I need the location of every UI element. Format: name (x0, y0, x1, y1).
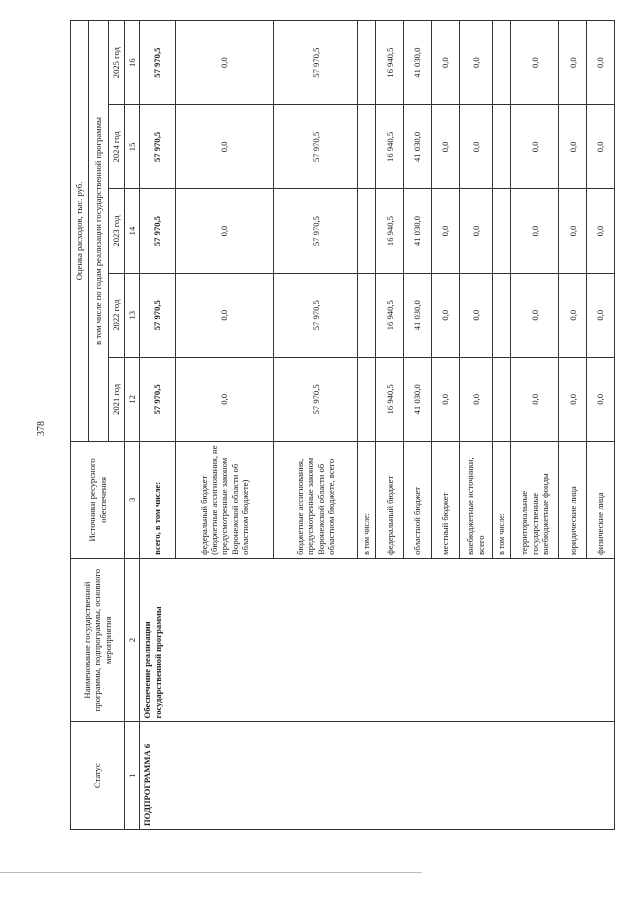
value-cell: 0,0 (559, 189, 587, 273)
value-cell: 41 030,0 (404, 357, 432, 441)
budget-table (70, 20, 615, 830)
value-cell: 0,0 (432, 21, 460, 105)
value-cell: 57 970,5 (140, 189, 175, 273)
value-cell: 0,0 (511, 105, 559, 189)
value-cell: 41 030,0 (404, 273, 432, 357)
col-number: 14 (125, 189, 140, 273)
col-number: 12 (125, 357, 140, 441)
value-cell: 41 030,0 (404, 189, 432, 273)
value-cell: 0,0 (459, 105, 492, 189)
value-cell: 0,0 (511, 21, 559, 105)
source-cell: местный бюджет (432, 441, 460, 558)
value-cell: 57 970,5 (274, 273, 358, 357)
header-year-2025: 2025 год (109, 21, 125, 105)
source-cell: всего, в том числе: (140, 441, 175, 558)
value-cell: 0,0 (175, 21, 274, 105)
header-year-2024: 2024 год (109, 105, 125, 189)
source-cell: бюджетные ассигнования, предусмотренные законом Воронежской области об областном бюджете, всего (274, 441, 358, 558)
col-number: 2 (125, 558, 140, 722)
value-cell: 0,0 (175, 273, 274, 357)
value-cell: 0,0 (587, 273, 615, 357)
source-cell: областной бюджет (404, 441, 432, 558)
value-cell (492, 189, 510, 273)
value-cell: 0,0 (559, 21, 587, 105)
header-status: Статус (71, 722, 125, 830)
source-cell: федеральный бюджет (376, 441, 404, 558)
value-cell: 0,0 (175, 105, 274, 189)
col-number: 3 (125, 441, 140, 558)
value-cell (357, 21, 375, 105)
value-cell: 0,0 (511, 357, 559, 441)
header-name: Наименование государственной программы, подпрограммы, основного мероприятия (71, 558, 125, 722)
source-cell: территориальные государственные внебюджетные фонды (511, 441, 559, 558)
value-cell: 0,0 (175, 189, 274, 273)
header-by-years: в том числе по годам реализации государственной программы (89, 21, 109, 442)
value-cell: 41 030,0 (404, 105, 432, 189)
source-cell: в том числе: (357, 441, 375, 558)
value-cell: 57 970,5 (274, 357, 358, 441)
value-cell (357, 105, 375, 189)
source-cell: федеральный бюджет (бюджетные ассигнования, не предусмотренные законом Воронежской области об областном бюджете) (175, 441, 274, 558)
value-cell: 57 970,5 (274, 105, 358, 189)
value-cell: 0,0 (511, 189, 559, 273)
value-cell (357, 273, 375, 357)
value-cell: 0,0 (587, 189, 615, 273)
value-cell: 0,0 (459, 273, 492, 357)
value-cell: 0,0 (511, 273, 559, 357)
value-cell: 0,0 (432, 357, 460, 441)
header-estimate: Оценка расходов, тыс. руб. (71, 21, 89, 442)
col-number: 15 (125, 105, 140, 189)
col-number: 16 (125, 21, 140, 105)
value-cell: 0,0 (587, 357, 615, 441)
value-cell (492, 357, 510, 441)
value-cell: 16 940,5 (376, 357, 404, 441)
value-cell: 0,0 (559, 105, 587, 189)
value-cell: 0,0 (175, 357, 274, 441)
value-cell: 16 940,5 (376, 189, 404, 273)
value-cell: 41 030,0 (404, 21, 432, 105)
value-cell: 0,0 (459, 21, 492, 105)
col-number: 13 (125, 273, 140, 357)
value-cell: 0,0 (459, 357, 492, 441)
source-cell: в том числе: (492, 441, 510, 558)
header-year-2021: 2021 год (109, 357, 125, 441)
source-cell: юридические лица (559, 441, 587, 558)
table-row (140, 21, 175, 830)
value-cell (492, 273, 510, 357)
page-number: 378 (36, 421, 47, 436)
value-cell: 57 970,5 (140, 273, 175, 357)
source-cell: физические лица (587, 441, 615, 558)
value-cell: 57 970,5 (140, 21, 175, 105)
value-cell: 57 970,5 (274, 189, 358, 273)
footer-line (0, 872, 422, 873)
value-cell: 0,0 (432, 189, 460, 273)
value-cell: 16 940,5 (376, 105, 404, 189)
rotated-table-wrapper (70, 20, 615, 830)
value-cell: 0,0 (432, 273, 460, 357)
value-cell (492, 21, 510, 105)
value-cell (357, 189, 375, 273)
value-cell: 57 970,5 (140, 105, 175, 189)
value-cell: 0,0 (559, 357, 587, 441)
value-cell: 0,0 (559, 273, 587, 357)
subprogram-status: ПОДПРОГРАММА 6 (140, 722, 615, 830)
value-cell: 0,0 (587, 21, 615, 105)
header-year-2022: 2022 год (109, 273, 125, 357)
col-number: 1 (125, 722, 140, 830)
value-cell: 0,0 (459, 189, 492, 273)
source-cell: внебюджетные источники, всего (459, 441, 492, 558)
value-cell: 0,0 (587, 105, 615, 189)
value-cell: 16 940,5 (376, 273, 404, 357)
value-cell: 16 940,5 (376, 21, 404, 105)
value-cell: 57 970,5 (274, 21, 358, 105)
value-cell: 57 970,5 (140, 357, 175, 441)
value-cell (492, 105, 510, 189)
value-cell: 0,0 (432, 105, 460, 189)
header-year-2023: 2023 год (109, 189, 125, 273)
value-cell (357, 357, 375, 441)
header-source: Источники ресурсного обеспечения (71, 441, 125, 558)
subprogram-name: Обеспечение реализации государственной программы (140, 558, 615, 722)
